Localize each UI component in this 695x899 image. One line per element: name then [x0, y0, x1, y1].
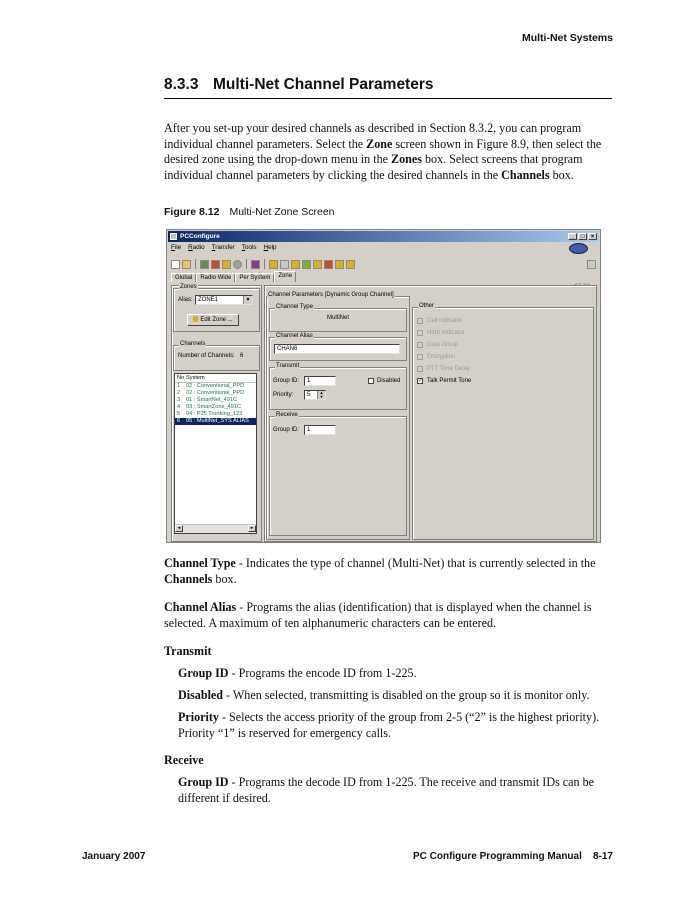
term: Channel Alias — [164, 600, 237, 614]
channels-list[interactable] — [174, 373, 257, 534]
radio-icon[interactable] — [269, 260, 278, 269]
zone-alias-label: Alias: — [178, 297, 193, 303]
tab-zone[interactable]: Zone — [274, 271, 296, 282]
transmit-label: Transmit — [276, 363, 300, 369]
term: Channel Type — [164, 556, 236, 570]
rx-group-id-description — [178, 775, 614, 806]
spin-arrows-icon[interactable]: ▲ ▼ — [317, 391, 325, 399]
window-title: PCConfigure — [180, 233, 220, 240]
disabled-label: Disabled — [377, 378, 401, 384]
term: Group ID — [178, 775, 229, 789]
channel-count-label: Number of Channels: — [178, 353, 235, 359]
data-group-label: Data Group — [427, 342, 459, 348]
channel-type-description — [164, 556, 612, 587]
channel-alias-label: Channel Alias — [276, 333, 313, 339]
rx-group-id-label: Group ID: — [273, 427, 300, 433]
data-group-checkbox[interactable] — [417, 342, 423, 348]
list-item[interactable]: 4 03 : SmartZone_491C — [177, 404, 242, 410]
menu-file[interactable]: File — [171, 244, 182, 251]
toolbar-separator — [264, 259, 265, 269]
radio-icon[interactable] — [324, 260, 333, 269]
tx-group-id-label: Group ID: — [273, 378, 300, 384]
ptt-tone-delay-checkbox[interactable] — [417, 366, 423, 372]
rx-group-id-input[interactable] — [304, 425, 336, 435]
description-text: - Selects the access priority of the group from 2-5 (“2” is the highest priority). Priority “1” is reserved for emergency calls. — [178, 710, 600, 740]
channels-group-label: Channels — [180, 341, 206, 347]
radio-icon[interactable] — [280, 260, 289, 269]
ptt-tone-delay-label: PTT Tone Delay — [427, 366, 470, 372]
description-text: box. — [212, 571, 237, 586]
horizontal-scrollbar[interactable] — [175, 524, 256, 533]
tab-bar — [171, 273, 296, 282]
description-text: - Programs the decode ID from 1-225. The receive and transmit IDs can be different if desired. — [178, 775, 595, 805]
encryption-checkbox[interactable] — [417, 354, 423, 360]
toolbar-separator — [246, 259, 247, 269]
scroll-right-icon[interactable]: ▸ — [248, 525, 256, 532]
intro-term-zones: Zones — [391, 152, 422, 166]
radio-icon[interactable] — [335, 260, 344, 269]
footer-page: PC Configure Programming Manual 8-17 — [412, 851, 613, 862]
menu-bar — [171, 244, 277, 251]
transmit-heading: Transmit — [164, 644, 212, 658]
maximize-button[interactable]: □ — [578, 233, 587, 240]
menu-transfer[interactable]: Transfer — [211, 244, 235, 251]
horn-indicator-label: Horn Indicator — [427, 330, 465, 336]
radio-icon[interactable] — [313, 260, 322, 269]
channel-parameters-label: Channel Parameters [Dynamic Group Channel] — [268, 292, 394, 298]
open-folder-icon[interactable] — [182, 260, 191, 269]
record-icon[interactable] — [233, 260, 242, 269]
tab-radio-wide[interactable]: Radio Wide — [196, 273, 235, 282]
intro-text: screen shown in Figure 8.9, then select the desired zone using the drop-down menu in the — [164, 136, 602, 166]
footer-date: January 2007 — [82, 851, 146, 862]
channel-type-label: Channel Type — [276, 304, 313, 310]
channel-alias-value: CHAN6 — [277, 346, 298, 352]
priority-value: 5 — [307, 392, 311, 398]
talk-permit-tone-label: Talk Permit Tone — [427, 378, 472, 384]
pcconfigure-window — [166, 229, 601, 543]
tx-disabled-description — [178, 688, 614, 704]
edit-zone-label: Edit Zone ... — [200, 317, 233, 323]
page-header: Multi-Net Systems — [521, 32, 613, 44]
tab-per-system[interactable]: Per System — [235, 273, 274, 282]
app-icon — [170, 233, 177, 240]
list-header — [175, 374, 256, 383]
talk-permit-tone-checkbox[interactable]: ✓ — [418, 378, 423, 384]
description-text: - When selected, transmitting is disabled on the group so it is monitor only. — [223, 688, 590, 702]
list-item[interactable]: 1 02 : Conventional_PPD — [177, 383, 245, 389]
menu-radio[interactable]: Radio — [188, 244, 205, 251]
intro-text: box. — [549, 167, 574, 182]
intro-text: After you set-up your desired channels as described in Section 8.3.2, you can program individual channel parameters. Select the — [164, 121, 582, 151]
term: Group ID — [178, 666, 229, 680]
channel-count-value: 6 — [240, 353, 244, 359]
figure-caption — [164, 206, 335, 218]
description-text: - Indicates the type of channel (Multi-Net) that is currently selected in the — [235, 556, 596, 570]
description-text: - Programs the encode ID from 1-225. — [228, 666, 417, 680]
clone-radio-icon[interactable] — [222, 260, 231, 269]
list-item[interactable]: 5 04 : P25 Trunking_123 — [177, 411, 243, 417]
brand-logo-icon — [569, 243, 588, 254]
column-header-no[interactable]: No — [177, 375, 185, 381]
intro-term-zone: Zone — [366, 136, 393, 151]
receive-group — [269, 412, 407, 536]
column-header-system[interactable]: System — [186, 375, 205, 381]
priority-label: Priority: — [273, 392, 294, 398]
close-button[interactable]: × — [588, 233, 597, 240]
zone-alias-value: ZONE1 — [198, 297, 219, 303]
write-radio-icon[interactable] — [211, 260, 220, 269]
zones-group-label: Zones — [180, 284, 197, 290]
radio-icon[interactable] — [302, 260, 311, 269]
rx-group-id-value: 1 — [307, 427, 311, 433]
edit-zone-button[interactable] — [187, 314, 239, 326]
section-title: Multi-Net Channel Parameters — [213, 76, 434, 93]
transmit-group — [269, 363, 407, 410]
channel-type-value: MultiNet — [327, 315, 350, 321]
list-item-selected[interactable]: 6 05 : MultiNet_SYS ALIAS — [175, 418, 256, 425]
new-file-icon[interactable] — [171, 260, 180, 269]
channel-alias-description — [164, 600, 612, 631]
receive-label: Receive — [276, 412, 298, 418]
radio-icon[interactable] — [291, 260, 300, 269]
list-item[interactable]: 3 01 : SmartNet_491C — [177, 397, 237, 403]
encryption-label: Encryption — [427, 354, 456, 360]
scroll-left-icon[interactable]: ◂ — [175, 525, 183, 532]
section-number: 8.3.3 — [164, 76, 199, 93]
tx-priority-description — [178, 710, 614, 741]
figure-label: Figure 8.12 — [164, 206, 220, 218]
toolbar-separator — [195, 259, 196, 269]
chevron-down-icon[interactable]: ▼ — [243, 296, 252, 304]
read-radio-icon[interactable] — [200, 260, 209, 269]
nav-arrows[interactable]: << >> — [574, 283, 590, 289]
receive-heading: Receive — [164, 753, 204, 767]
tx-group-id-description — [178, 666, 614, 682]
intro-term-channels: Channels — [501, 167, 550, 182]
zone-alias-select[interactable] — [195, 295, 253, 305]
channel-alias-input[interactable] — [274, 344, 400, 354]
horn-indicator-checkbox[interactable] — [417, 330, 423, 336]
tools-icon[interactable] — [251, 260, 260, 269]
list-item[interactable]: 2 02 : Conventional_PPD — [177, 390, 245, 396]
priority-stepper[interactable] — [304, 390, 326, 400]
section-heading — [164, 76, 612, 99]
radio-icon — [193, 316, 198, 322]
call-indicator-label: Call Indicator — [427, 318, 463, 324]
side-panel-icon[interactable] — [587, 260, 596, 269]
disabled-checkbox[interactable] — [368, 378, 374, 384]
term: Priority — [178, 710, 219, 724]
intro-text: box. Select screens that program individual channel parameters by clicking the desired channels in the — [164, 152, 583, 182]
toolbar — [171, 257, 596, 271]
tab-global[interactable]: Global — [171, 273, 196, 282]
call-indicator-checkbox[interactable] — [417, 318, 423, 324]
description-text: - Programs the alias (identification) that is displayed when the channel is selected. A maximum of ten alphanumeric characters can be entered. — [164, 600, 592, 630]
menu-help[interactable]: Help — [263, 244, 277, 251]
other-group-label: Other — [419, 303, 435, 309]
intro-paragraph — [164, 121, 614, 183]
menu-tools[interactable]: Tools — [241, 244, 257, 251]
minimize-button[interactable]: _ — [568, 233, 577, 240]
term: Channels — [164, 571, 213, 586]
figure-caption-text: Multi-Net Zone Screen — [229, 206, 335, 218]
tx-group-id-value: 1 — [307, 378, 311, 384]
radio-icon[interactable] — [346, 260, 355, 269]
tx-group-id-input[interactable] — [304, 376, 336, 386]
title-bar — [168, 231, 599, 242]
term: Disabled — [178, 688, 224, 702]
